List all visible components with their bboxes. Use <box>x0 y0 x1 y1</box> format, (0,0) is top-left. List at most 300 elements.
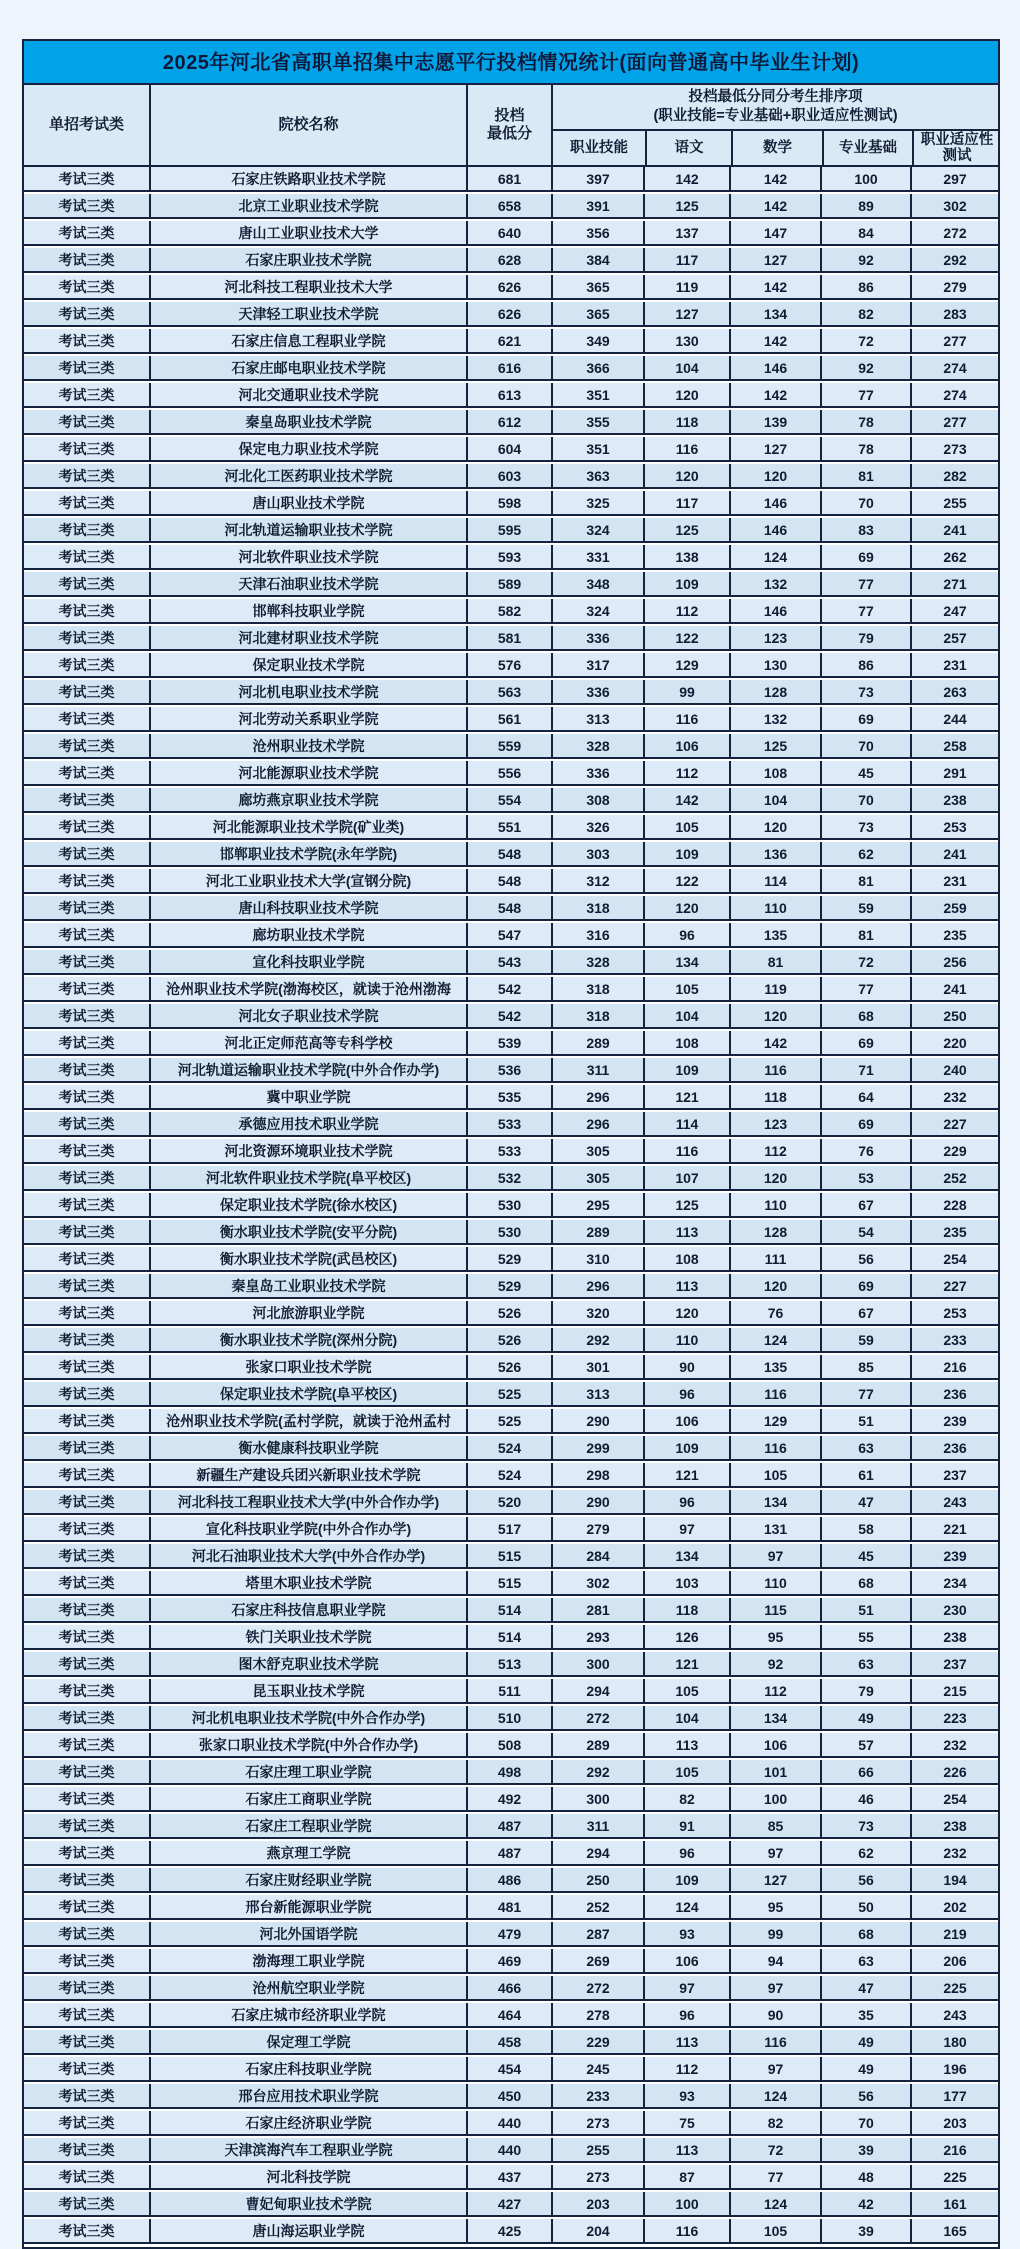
math-score-cell: 114 <box>729 869 820 892</box>
vocational-skill-score-cell: 336 <box>551 626 643 649</box>
exam-type-cell: 考试三类 <box>58 170 115 187</box>
major-basis-score-cell: 86 <box>820 275 910 298</box>
aptitude-test-score-cell: 161 <box>910 2192 998 2215</box>
chinese-score-cell: 118 <box>643 410 729 433</box>
table-row <box>24 1490 998 1515</box>
table-row <box>24 815 998 840</box>
aptitude-test-score-cell: 239 <box>910 1409 998 1432</box>
math-score-cell: 127 <box>729 248 820 271</box>
exam-type-cell: 考试三类 <box>58 386 115 403</box>
vocational-skill-score-cell: 305 <box>551 1139 643 1162</box>
vocational-skill-score-cell: 366 <box>551 356 643 379</box>
tiebreak-title-line1: 投档最低分同分考生排序项 <box>688 89 863 105</box>
min-score-cell: 589 <box>466 572 551 595</box>
math-score-cell: 135 <box>729 923 820 946</box>
exam-type-cell: 考试三类 <box>58 359 115 376</box>
math-score-cell: 105 <box>729 1463 820 1486</box>
school-name-cell: 石家庄工程职业学院 <box>149 1814 466 1837</box>
table-row <box>24 1922 998 1947</box>
math-score-cell: 97 <box>729 1841 820 1864</box>
table-row <box>24 383 998 408</box>
table-row <box>24 1382 998 1407</box>
math-score-cell: 125 <box>729 734 820 757</box>
table-row <box>24 1706 998 1731</box>
vocational-skill-score-cell: 233 <box>551 2084 643 2107</box>
major-basis-score-cell: 56 <box>820 1247 910 1270</box>
major-basis-score-cell: 73 <box>820 680 910 703</box>
math-score-cell: 90 <box>729 2003 820 2026</box>
table-row <box>24 1949 998 1974</box>
aptitude-test-score-cell: 292 <box>910 248 998 271</box>
chinese-score-cell: 122 <box>643 869 729 892</box>
column-header-vocational-skill: 职业技能 <box>570 140 628 156</box>
table-row <box>24 1598 998 1623</box>
school-name-cell: 石家庄邮电职业技术学院 <box>149 356 466 379</box>
aptitude-test-score-cell: 221 <box>910 1517 998 1540</box>
exam-type-cell: 考试三类 <box>58 1547 115 1564</box>
vocational-skill-score-cell: 331 <box>551 545 643 568</box>
vocational-skill-score-cell: 269 <box>551 1949 643 1972</box>
aptitude-test-score-cell: 274 <box>910 383 998 406</box>
school-name-cell: 唐山海运职业学院 <box>149 2219 466 2242</box>
exam-type-cell: 考试三类 <box>58 332 115 349</box>
exam-type-cell: 考试三类 <box>58 1466 115 1483</box>
major-basis-score-cell: 66 <box>820 1760 910 1783</box>
aptitude-test-score-cell: 241 <box>910 518 998 541</box>
min-score-cell: 464 <box>466 2003 551 2026</box>
chinese-score-cell: 109 <box>643 572 729 595</box>
min-score-label-line1: 投档 <box>494 107 525 124</box>
math-score-cell: 124 <box>729 1328 820 1351</box>
math-score-cell: 127 <box>729 437 820 460</box>
chinese-score-cell: 121 <box>643 1085 729 1108</box>
vocational-skill-score-cell: 355 <box>551 410 643 433</box>
table-row <box>24 761 998 786</box>
exam-type-cell: 考试三类 <box>58 2114 115 2131</box>
vocational-skill-score-cell: 255 <box>551 2138 643 2161</box>
vocational-skill-score-cell: 311 <box>551 1814 643 1837</box>
major-basis-score-cell: 57 <box>820 1733 910 1756</box>
school-name-cell: 秦皇岛工业职业技术学院 <box>149 1274 466 1297</box>
exam-type-cell: 考试三类 <box>58 1358 115 1375</box>
aptitude-test-score-cell: 258 <box>910 734 998 757</box>
vocational-skill-score-cell: 326 <box>551 815 643 838</box>
min-score-cell: 529 <box>466 1247 551 1270</box>
table-row <box>24 680 998 705</box>
aptitude-test-score-cell: 237 <box>910 1652 998 1675</box>
major-basis-score-cell: 77 <box>820 1382 910 1405</box>
math-score-cell: 147 <box>729 221 820 244</box>
aptitude-test-score-cell: 254 <box>910 1787 998 1810</box>
vocational-skill-score-cell: 328 <box>551 950 643 973</box>
aptitude-test-score-cell: 231 <box>910 653 998 676</box>
table-row <box>24 572 998 597</box>
exam-type-cell: 考试三类 <box>58 2195 115 2212</box>
school-name-cell: 保定职业技术学院(阜平校区) <box>149 1382 466 1405</box>
exam-type-cell: 考试三类 <box>58 1034 115 1051</box>
math-score-cell: 77 <box>729 2165 820 2188</box>
aptitude-test-score-cell: 253 <box>910 1301 998 1324</box>
exam-type-cell: 考试三类 <box>58 764 115 781</box>
table-title: 2025年河北省高职单招集中志愿平行投档情况统计(面向普通高中毕业生计划) <box>24 41 998 85</box>
major-basis-score-cell: 49 <box>820 2057 910 2080</box>
chinese-score-cell: 112 <box>643 2057 729 2080</box>
min-score-cell: 487 <box>466 1814 551 1837</box>
chinese-score-cell: 138 <box>643 545 729 568</box>
school-name-cell: 唐山工业职业技术大学 <box>149 221 466 244</box>
major-basis-score-cell: 64 <box>820 1085 910 1108</box>
math-score-cell: 132 <box>729 572 820 595</box>
aptitude-test-score-cell: 283 <box>910 302 998 325</box>
vocational-skill-score-cell: 296 <box>551 1274 643 1297</box>
exam-type-cell: 考试三类 <box>58 1061 115 1078</box>
table-row <box>24 1463 998 1488</box>
chinese-score-cell: 87 <box>643 2165 729 2188</box>
min-score-cell: 526 <box>466 1355 551 1378</box>
vocational-skill-score-cell: 336 <box>551 761 643 784</box>
table-row <box>24 2003 998 2028</box>
table-row <box>24 2219 998 2244</box>
min-score-cell: 658 <box>466 194 551 217</box>
school-name-cell: 河北能源职业技术学院(矿业类) <box>149 815 466 838</box>
chinese-score-cell: 110 <box>643 1328 729 1351</box>
aptitude-test-score-cell: 277 <box>910 410 998 433</box>
school-name-cell: 保定电力职业技术学院 <box>149 437 466 460</box>
min-score-cell: 530 <box>466 1193 551 1216</box>
min-score-cell: 515 <box>466 1571 551 1594</box>
aptitude-test-score-cell: 253 <box>910 815 998 838</box>
exam-type-cell: 考试三类 <box>58 845 115 862</box>
table-row <box>24 1355 998 1380</box>
vocational-skill-score-cell: 203 <box>551 2192 643 2215</box>
vocational-skill-score-cell: 292 <box>551 1328 643 1351</box>
exam-type-cell: 考试三类 <box>58 1277 115 1294</box>
school-name-cell: 河北女子职业技术学院 <box>149 1004 466 1027</box>
school-name-cell: 天津石油职业技术学院 <box>149 572 466 595</box>
aptitude-test-score-cell: 243 <box>910 2003 998 2026</box>
min-score-cell: 520 <box>466 1490 551 1513</box>
chinese-score-cell: 116 <box>643 437 729 460</box>
chinese-score-cell: 127 <box>643 302 729 325</box>
vocational-skill-score-cell: 318 <box>551 1004 643 1027</box>
math-score-cell: 142 <box>729 167 820 190</box>
exam-type-cell: 考试三类 <box>58 1412 115 1429</box>
math-score-cell: 120 <box>729 464 820 487</box>
min-score-cell: 582 <box>466 599 551 622</box>
table-row <box>24 2165 998 2190</box>
major-basis-score-cell: 70 <box>820 734 910 757</box>
chinese-score-cell: 104 <box>643 1706 729 1729</box>
aptitude-test-score-cell: 256 <box>910 950 998 973</box>
math-score-cell: 95 <box>729 1895 820 1918</box>
chinese-score-cell: 116 <box>643 707 729 730</box>
major-basis-score-cell: 68 <box>820 1004 910 1027</box>
aptitude-test-score-cell: 229 <box>910 1139 998 1162</box>
vocational-skill-score-cell: 204 <box>551 2219 643 2242</box>
vocational-skill-score-cell: 245 <box>551 2057 643 2080</box>
math-score-cell: 112 <box>729 1139 820 1162</box>
math-score-cell: 116 <box>729 2030 820 2053</box>
exam-type-cell: 考试三类 <box>58 1385 115 1402</box>
vocational-skill-score-cell: 292 <box>551 1760 643 1783</box>
major-basis-score-cell: 39 <box>820 2138 910 2161</box>
min-score-cell: 458 <box>466 2030 551 2053</box>
min-score-cell: 595 <box>466 518 551 541</box>
tiebreak-group-header <box>551 85 998 165</box>
table-row <box>24 1733 998 1758</box>
min-score-cell: 542 <box>466 977 551 1000</box>
column-header-min-score <box>466 85 551 165</box>
chinese-score-cell: 137 <box>643 221 729 244</box>
min-score-cell: 563 <box>466 680 551 703</box>
major-basis-score-cell: 77 <box>820 383 910 406</box>
min-score-cell: 524 <box>466 1463 551 1486</box>
chinese-score-cell: 91 <box>643 1814 729 1837</box>
math-score-cell: 116 <box>729 1436 820 1459</box>
math-score-cell: 124 <box>729 2084 820 2107</box>
major-basis-score-cell: 89 <box>820 194 910 217</box>
vocational-skill-score-cell: 356 <box>551 221 643 244</box>
table-row <box>24 1409 998 1434</box>
aptitude-test-score-cell: 259 <box>910 896 998 919</box>
min-score-cell: 526 <box>466 1301 551 1324</box>
math-score-cell: 142 <box>729 329 820 352</box>
exam-type-cell: 考试三类 <box>58 1493 115 1510</box>
table-row <box>24 1436 998 1461</box>
table-row <box>24 788 998 813</box>
table-row <box>24 1679 998 1704</box>
school-name-cell: 邯郸职业技术学院(永年学院) <box>149 842 466 865</box>
school-name-cell: 衡水健康科技职业学院 <box>149 1436 466 1459</box>
major-basis-score-cell: 84 <box>820 221 910 244</box>
math-score-cell: 142 <box>729 383 820 406</box>
major-basis-score-cell: 49 <box>820 1706 910 1729</box>
table-header <box>24 85 998 167</box>
chinese-score-cell: 120 <box>643 896 729 919</box>
table-row <box>24 221 998 246</box>
aptitude-test-score-cell: 233 <box>910 1328 998 1351</box>
table-row <box>24 626 998 651</box>
major-basis-score-cell: 48 <box>820 2165 910 2188</box>
school-name-cell: 张家口职业技术学院 <box>149 1355 466 1378</box>
table-row <box>24 1814 998 1839</box>
exam-type-cell: 考试三类 <box>58 1682 115 1699</box>
table-row <box>24 707 998 732</box>
major-basis-score-cell: 73 <box>820 1814 910 1837</box>
aptitude-test-score-cell: 291 <box>910 761 998 784</box>
school-name-cell: 衡水职业技术学院(深州分院) <box>149 1328 466 1351</box>
aptitude-test-score-cell: 206 <box>910 1949 998 1972</box>
min-score-cell: 492 <box>466 1787 551 1810</box>
min-score-cell: 454 <box>466 2057 551 2080</box>
exam-type-cell: 考试三类 <box>58 1520 115 1537</box>
exam-type-cell: 考试三类 <box>58 440 115 457</box>
major-basis-score-cell: 46 <box>820 1787 910 1810</box>
table-row <box>24 2057 998 2082</box>
school-name-cell: 衡水职业技术学院(武邑校区) <box>149 1247 466 1270</box>
major-basis-score-cell: 45 <box>820 761 910 784</box>
aptitude-test-score-cell: 273 <box>910 437 998 460</box>
tiebreak-title-line2: (职业技能=专业基础+职业适应性测试) <box>653 108 898 124</box>
major-basis-score-cell: 81 <box>820 464 910 487</box>
exam-type-cell: 考试三类 <box>58 575 115 592</box>
exam-type-cell: 考试三类 <box>58 251 115 268</box>
min-score-cell: 515 <box>466 1544 551 1567</box>
major-basis-score-cell: 63 <box>820 1652 910 1675</box>
school-name-cell: 石家庄铁路职业技术学院 <box>149 167 466 190</box>
min-score-cell: 526 <box>466 1328 551 1351</box>
chinese-score-cell: 104 <box>643 1004 729 1027</box>
chinese-score-cell: 96 <box>643 923 729 946</box>
column-header-chinese: 语文 <box>645 131 731 165</box>
aptitude-test-score-cell: 203 <box>910 2111 998 2134</box>
vocational-skill-score-cell: 229 <box>551 2030 643 2053</box>
school-name-cell: 燕京理工学院 <box>149 1841 466 1864</box>
aptitude-test-score-cell: 243 <box>910 1490 998 1513</box>
exam-type-cell: 考试三类 <box>58 1979 115 1996</box>
min-score-cell: 440 <box>466 2138 551 2161</box>
major-basis-score-cell: 70 <box>820 788 910 811</box>
vocational-skill-score-cell: 316 <box>551 923 643 946</box>
chinese-score-cell: 126 <box>643 1625 729 1648</box>
chinese-score-cell: 75 <box>643 2111 729 2134</box>
school-name-cell: 曹妃甸职业技术学院 <box>149 2192 466 2215</box>
min-score-cell: 525 <box>466 1382 551 1405</box>
math-score-cell: 124 <box>729 545 820 568</box>
chinese-score-cell: 90 <box>643 1355 729 1378</box>
tiebreak-subheaders <box>553 131 998 165</box>
major-basis-score-cell: 68 <box>820 1922 910 1945</box>
chinese-score-cell: 96 <box>643 1382 729 1405</box>
vocational-skill-score-cell: 384 <box>551 248 643 271</box>
table-row <box>24 2030 998 2055</box>
school-name-cell: 冀中职业学院 <box>149 1085 466 1108</box>
vocational-skill-score-cell: 328 <box>551 734 643 757</box>
exam-type-cell: 考试三类 <box>58 1250 115 1267</box>
chinese-score-cell: 96 <box>643 1841 729 1864</box>
math-score-cell: 120 <box>729 1166 820 1189</box>
major-basis-score-cell: 39 <box>820 2219 910 2242</box>
column-header-exam-type: 单招考试类 <box>48 116 124 133</box>
major-basis-score-cell: 58 <box>820 1517 910 1540</box>
min-score-cell: 640 <box>466 221 551 244</box>
vocational-skill-score-cell: 351 <box>551 383 643 406</box>
major-basis-score-cell: 70 <box>820 2111 910 2134</box>
major-basis-score-cell: 78 <box>820 410 910 433</box>
vocational-skill-score-cell: 272 <box>551 1706 643 1729</box>
math-score-cell: 139 <box>729 410 820 433</box>
math-score-cell: 131 <box>729 1517 820 1540</box>
chinese-score-cell: 104 <box>643 356 729 379</box>
min-score-cell: 466 <box>466 1976 551 1999</box>
vocational-skill-score-cell: 313 <box>551 707 643 730</box>
min-score-cell: 561 <box>466 707 551 730</box>
vocational-skill-score-cell: 318 <box>551 896 643 919</box>
school-name-cell: 河北劳动关系职业学院 <box>149 707 466 730</box>
table-row <box>24 1031 998 1056</box>
school-name-cell: 河北能源职业技术学院 <box>149 761 466 784</box>
school-name-cell: 河北软件职业技术学院 <box>149 545 466 568</box>
aptitude-test-score-cell: 244 <box>910 707 998 730</box>
aptitude-test-score-cell: 177 <box>910 2084 998 2107</box>
major-basis-score-cell: 71 <box>820 1058 910 1081</box>
exam-type-cell: 考试三类 <box>58 1007 115 1024</box>
math-score-cell: 134 <box>729 1706 820 1729</box>
math-score-cell: 97 <box>729 1976 820 1999</box>
aptitude-test-score-cell: 252 <box>910 1166 998 1189</box>
chinese-score-cell: 121 <box>643 1463 729 1486</box>
table-row <box>24 950 998 975</box>
aptitude-test-score-cell: 235 <box>910 1220 998 1243</box>
school-name-cell: 张家口职业技术学院(中外合作办学) <box>149 1733 466 1756</box>
school-name-cell: 秦皇岛职业技术学院 <box>149 410 466 433</box>
min-score-cell: 486 <box>466 1868 551 1891</box>
school-name-cell: 渤海理工职业学院 <box>149 1949 466 1972</box>
exam-type-cell: 考试三类 <box>58 926 115 943</box>
math-score-cell: 128 <box>729 680 820 703</box>
math-score-cell: 116 <box>729 1382 820 1405</box>
chinese-score-cell: 105 <box>643 1679 729 1702</box>
math-score-cell: 134 <box>729 1490 820 1513</box>
math-score-cell: 94 <box>729 1949 820 1972</box>
math-score-cell: 118 <box>729 1085 820 1108</box>
min-score-cell: 542 <box>466 1004 551 1027</box>
math-score-cell: 72 <box>729 2138 820 2161</box>
aptitude-test-score-cell: 239 <box>910 1544 998 1567</box>
exam-type-cell: 考试三类 <box>58 737 115 754</box>
aptitude-test-score-cell: 235 <box>910 923 998 946</box>
math-score-cell: 81 <box>729 950 820 973</box>
major-basis-score-cell: 76 <box>820 1139 910 1162</box>
school-name-cell: 石家庄城市经济职业学院 <box>149 2003 466 2026</box>
chinese-score-cell: 125 <box>643 194 729 217</box>
table-row <box>24 842 998 867</box>
vocational-skill-score-cell: 294 <box>551 1841 643 1864</box>
chinese-score-cell: 97 <box>643 1976 729 1999</box>
aptitude-test-score-cell: 196 <box>910 2057 998 2080</box>
chinese-score-cell: 105 <box>643 977 729 1000</box>
aptitude-test-score-cell: 238 <box>910 1625 998 1648</box>
table-row <box>24 1868 998 1893</box>
exam-type-cell: 考试三类 <box>58 1628 115 1645</box>
math-score-cell: 116 <box>729 1058 820 1081</box>
major-basis-score-cell: 81 <box>820 869 910 892</box>
school-name-cell: 邢台应用技术职业学院 <box>149 2084 466 2107</box>
chinese-score-cell: 124 <box>643 1895 729 1918</box>
math-score-cell: 101 <box>729 1760 820 1783</box>
major-basis-score-cell: 85 <box>820 1355 910 1378</box>
math-score-cell: 146 <box>729 518 820 541</box>
min-score-cell: 556 <box>466 761 551 784</box>
vocational-skill-score-cell: 287 <box>551 1922 643 1945</box>
vocational-skill-score-cell: 279 <box>551 1517 643 1540</box>
min-score-cell: 681 <box>466 167 551 190</box>
aptitude-test-score-cell: 247 <box>910 599 998 622</box>
exam-type-cell: 考试三类 <box>58 1655 115 1672</box>
school-name-cell: 昆玉职业技术学院 <box>149 1679 466 1702</box>
math-score-cell: 136 <box>729 842 820 865</box>
exam-type-cell: 考试三类 <box>58 278 115 295</box>
chinese-score-cell: 134 <box>643 1544 729 1567</box>
exam-type-cell: 考试三类 <box>58 602 115 619</box>
exam-type-cell: 考试三类 <box>58 1898 115 1915</box>
min-score-label-line2: 最低分 <box>486 125 532 142</box>
math-score-cell: 115 <box>729 1598 820 1621</box>
chinese-score-cell: 106 <box>643 1949 729 1972</box>
table-row <box>24 1301 998 1326</box>
aptitude-test-score-cell: 236 <box>910 1382 998 1405</box>
table-row <box>24 1544 998 1569</box>
